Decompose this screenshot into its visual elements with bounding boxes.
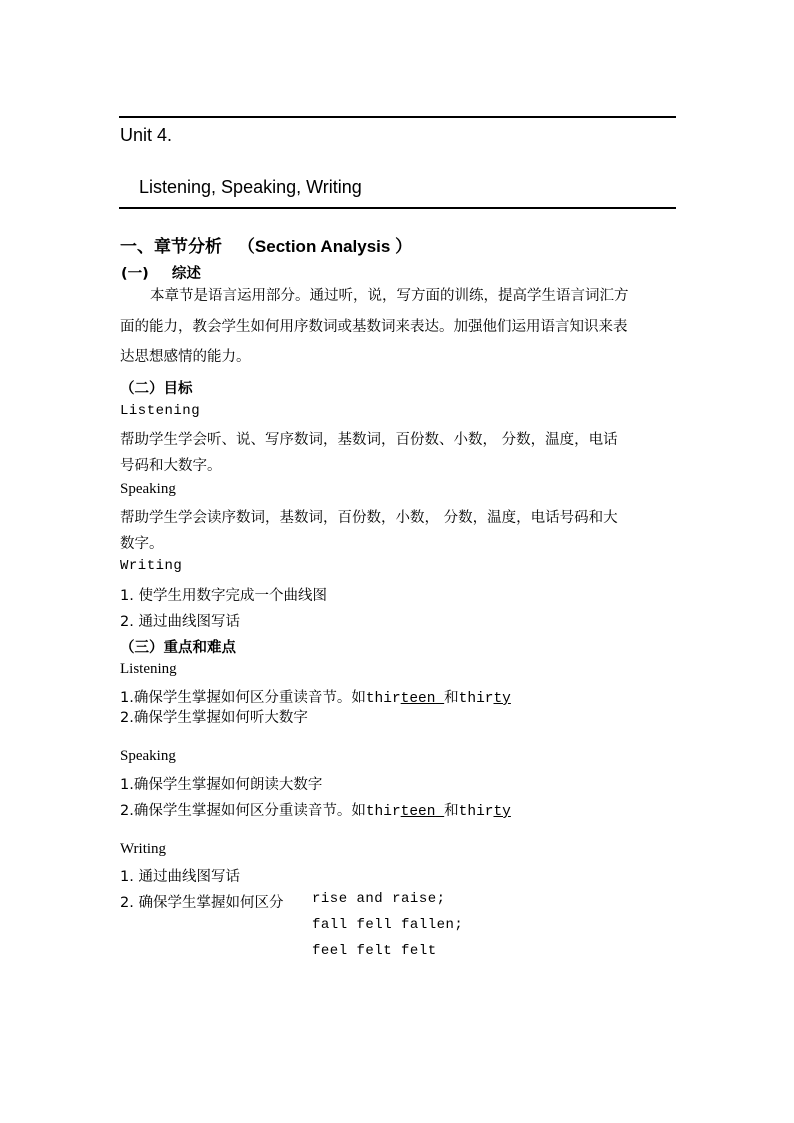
goals-listening-line-1: 帮助学生学会听、说、写序数词，基数词，百份数、小数， 分数，温度，电话 — [120, 432, 618, 448]
overview-line-2: 面的能力，教会学生如何用序数词或基数词来表达。加强他们运用语言知识来表 — [120, 319, 628, 335]
keypoints-writing-words-2: fall fell fallen; — [312, 917, 464, 933]
overview-heading-num: (一) — [121, 266, 149, 282]
keypoints-speaking-label: Speaking — [120, 748, 176, 764]
word-thirteen-a: thir — [365, 804, 401, 820]
overview-heading — [121, 262, 201, 283]
keypoints-speaking-item-2-text: 2.确保学生掌握如何区分重读音节。如 — [120, 803, 366, 819]
overview-line-3: 达思想感情的能力。 — [120, 349, 251, 365]
underline-gap — [435, 804, 444, 820]
word-thirteen-stress: teen — [400, 804, 436, 820]
goals-listening-label: Listening — [120, 403, 201, 419]
underline-gap — [435, 691, 444, 707]
goals-listening-line-2: 号码和大数字。 — [120, 458, 222, 474]
word-thirty-a: thir — [458, 691, 494, 707]
word-thirteen-stress: teen — [400, 691, 436, 707]
and-text: 和 — [444, 803, 459, 819]
section-heading — [120, 232, 412, 257]
keypoints-writing-words-1: rise and raise; — [312, 891, 446, 907]
goals-speaking-label: Speaking — [120, 481, 176, 497]
keypoints-speaking-item-1: 1.确保学生掌握如何朗读大数字 — [120, 777, 323, 793]
bottom-rule — [119, 207, 676, 209]
goals-heading: （二）目标 — [120, 381, 193, 397]
goals-speaking-line-1: 帮助学生学会读序数词，基数词，百份数，小数， 分数，温度，电话号码和大 — [120, 510, 618, 526]
keypoints-listening-item-1-text: 1.确保学生掌握如何区分重读音节。如 — [120, 690, 366, 706]
unit-title: Unit 4. — [120, 125, 173, 145]
word-thirteen-a: thir — [365, 691, 401, 707]
keypoints-writing-item-1: 1. 通过曲线图写话 — [120, 869, 240, 885]
word-thirty-a: thir — [458, 804, 494, 820]
keypoints-listening-label: Listening — [120, 661, 177, 677]
top-rule — [119, 116, 676, 118]
keypoints-listening-item-1 — [120, 686, 511, 707]
goals-writing-item-2: 2. 通过曲线图写话 — [120, 614, 240, 630]
and-text: 和 — [444, 690, 459, 706]
keypoints-writing-item-2: 2. 确保学生掌握如何区分 — [120, 895, 284, 911]
overview-line-1: 本章节是语言运用部分。通过听，说，写方面的训练，提高学生语言词汇方 — [150, 288, 629, 304]
keypoints-heading: （三）重点和难点 — [120, 640, 236, 656]
word-thirty-stress: ty — [493, 691, 511, 707]
goals-speaking-line-2: 数字。 — [120, 536, 164, 552]
keypoints-listening-item-2: 2.确保学生掌握如何听大数字 — [120, 710, 308, 726]
section-heading-en: （Section Analysis ） — [237, 237, 413, 256]
word-thirty-stress: ty — [493, 804, 511, 820]
section-heading-cn: 一、章节分析 — [120, 237, 222, 257]
keypoints-speaking-item-2 — [120, 799, 511, 820]
unit-subtitle: Listening, Speaking, Writing — [139, 177, 362, 197]
goals-writing-label: Writing — [120, 558, 183, 574]
overview-heading-text: 综述 — [171, 266, 201, 282]
goals-writing-item-1: 1. 使学生用数字完成一个曲线图 — [120, 588, 327, 604]
keypoints-writing-words-3: feel felt felt — [312, 943, 437, 959]
keypoints-writing-label: Writing — [120, 841, 167, 857]
